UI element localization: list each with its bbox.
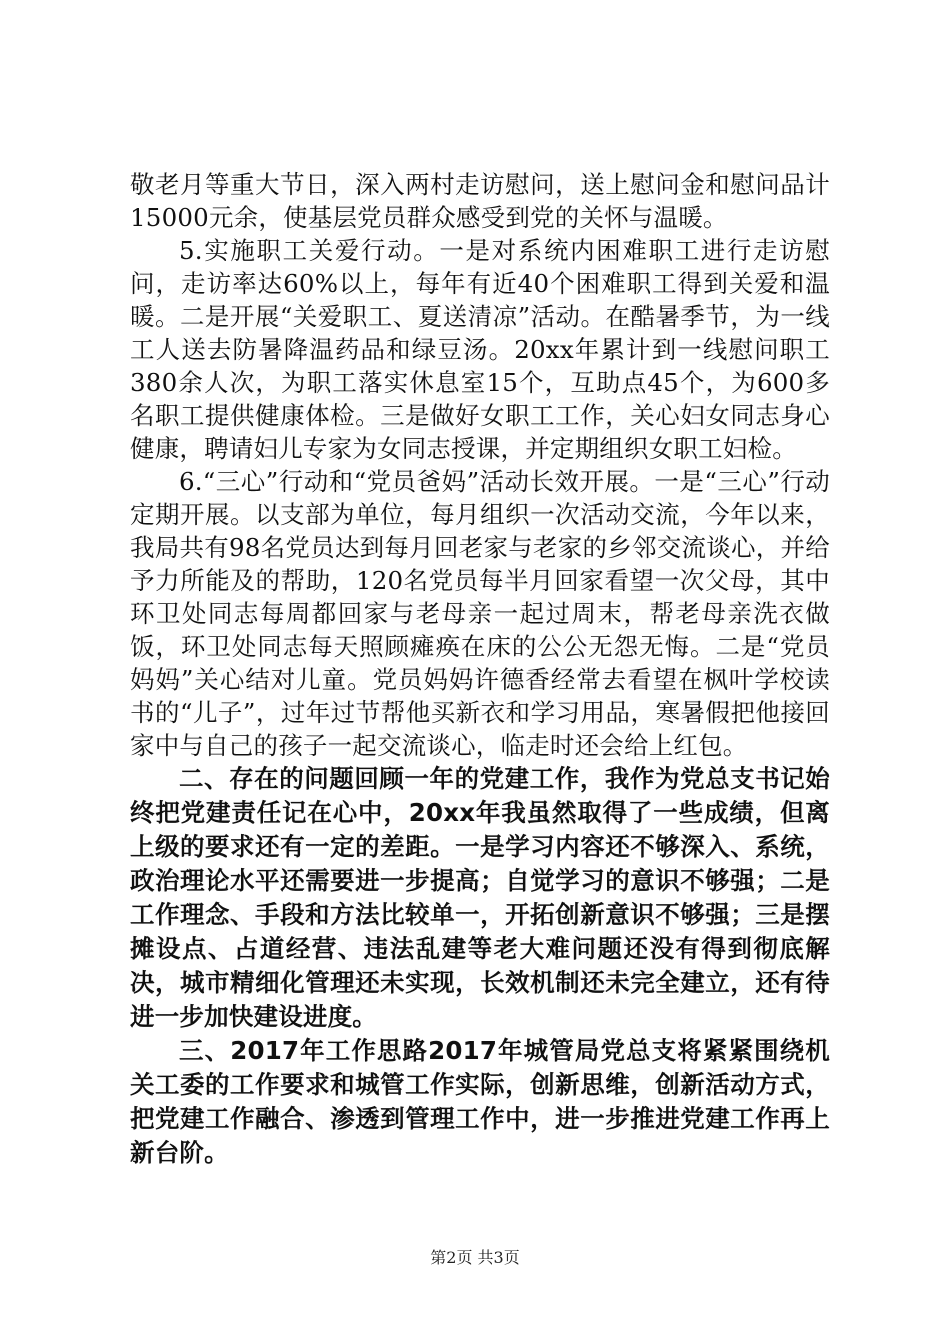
paragraph-item-5-employee-care: 5.实施职工关爱行动。一是对系统内困难职工进行走访慰问，走访率达60%以上，每年有近40个困难职工得到关爱和温暖。二是开展“关爱职工、夏送清凉”活动。在酷暑季节，为一线工人送去防暑降温药品和绿豆汤。20xx年累计到一线慰问职工380余人次，为职工落实休息室15个，互助点45个，为600多名职工提供健康体检。三是做好女职工工作，关心妇女同志身心健康，聘请妇儿专家为女同志授课，并定期组织女职工妇检。	[130, 236, 830, 463]
paragraph-item-6-three-hearts: 6.“三心”行动和“党员爸妈”活动长效开展。一是“三心”行动定期开展。以支部为单位，每月组织一次活动交流，今年以来，我局共有98名党员达到每月回老家与老家的乡邻交流谈心，并给予力所能及的帮助，120名党员每半月回家看望一次父母，其中环卫处同志每周都回家与老母亲一起过周末，帮老母亲洗衣做饭，环卫处同志每天照顾瘫痪在床的公公无怨无悔。二是“党员妈妈”关心结对儿童。党员妈妈许德香经常去看望在枫叶学校读书的“儿子”，过年过节帮他买新衣和学习用品，寒暑假把他接回家中与自己的孩子一起交流谈心，临走时还会给上红包。	[130, 467, 830, 760]
page-number-footer: 第2页 共3页	[430, 1248, 520, 1267]
document-body	[130, 168, 830, 1170]
paragraph-continuation: 敬老月等重大节日，深入两村走访慰问，送上慰问金和慰问品计15000元余，使基层党员群众感受到党的关怀与温暖。	[130, 170, 830, 232]
section-three-work-plan: 三、2017年工作思路2017年城管局党总支将紧紧围绕机关工委的工作要求和城管工作实际，创新思维，创新活动方式，把党建工作融合、渗透到管理工作中，进一步推进党建工作再上新台阶。	[130, 1036, 830, 1167]
section-two-problems: 二、存在的问题回顾一年的党建工作，我作为党总支书记始终把党建责任记在心中，20xx年我虽然取得了一些成绩，但离上级的要求还有一定的差距。一是学习内容还不够深入、系统，政治理论水平还需要进一步提高；自觉学习的意识不够强；二是工作理念、手段和方法比较单一，开拓创新意识不够强；三是摆摊设点、占道经营、违法乱建等老大难问题还没有得到彻底解决，城市精细化管理还未实现，长效机制还未完全建立，还有待进一步加快建设进度。	[130, 764, 830, 1031]
